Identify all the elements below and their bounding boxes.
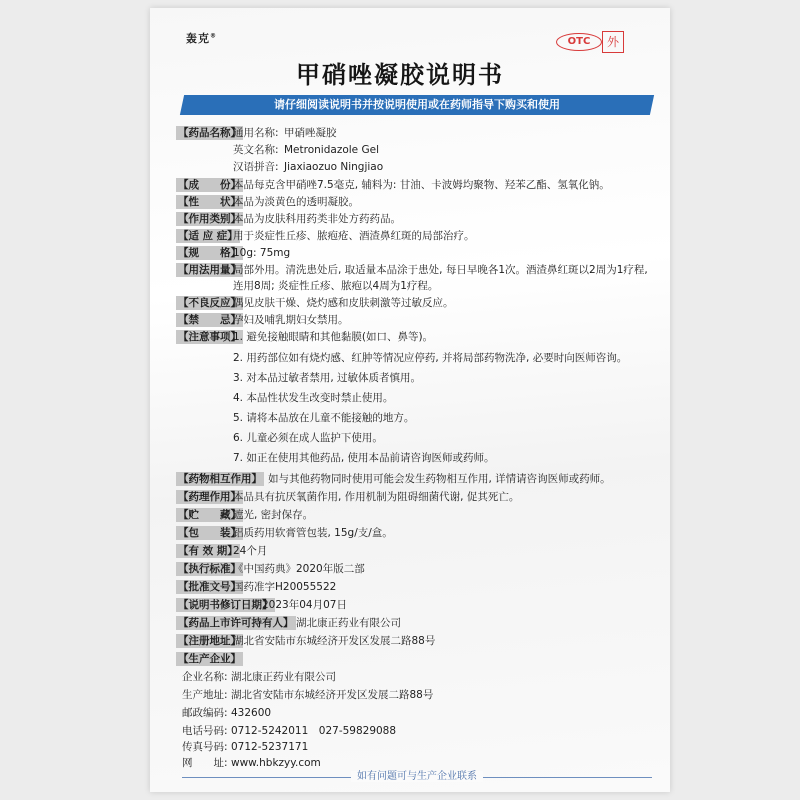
manufacturer-field [0,668,800,686]
section-label: 【包 装】 [178,527,241,539]
manufacturer-field-value: 432600 [231,707,272,719]
section-label: 【适 应 症】 [178,230,238,242]
section-value: 本品为皮肤科用药类非处方药药品。 [233,213,401,225]
section-value: 遮光, 密封保存。 [233,509,314,521]
section-label: 【禁 忌】 [178,314,241,326]
generic-name-value: 甲硝唑凝胶 [284,127,337,139]
section-value: 如与其他药物同时使用可能会发生药物相互作用, 详情请咨询医师或药师。 [268,473,611,485]
drug-name-label: 【药品名称】 [178,127,241,139]
section-label: 【执行标准】 [178,563,241,575]
section-value: 铝质药用软膏管包装, 15g/支/盒。 [233,527,393,539]
section-value: 24个月 [233,545,268,557]
section-row [0,193,800,211]
otc-label: OTC [556,33,602,51]
manufacturer-field-value: www.hbkzyy.com [231,757,321,769]
section-value: 湖北康正药业有限公司 [296,617,401,629]
precautions-row [0,328,800,346]
section-label: 【性 状】 [178,196,241,208]
brand-logo [186,30,217,46]
section-value: 用于炎症性丘疹、脓疱疮、酒渣鼻红斑的局部治疗。 [233,230,475,242]
manufacturer-field-label: 邮政编码: [182,707,228,719]
section-label: 【药品上市许可持有人】 [178,617,294,629]
precaution-row [0,349,800,367]
manufacturer-field-value: 0712-5242011 027-59829088 [231,725,397,737]
manufacturer-field-label: 生产地址: [182,689,228,701]
section-row [0,210,800,228]
manufacturer-field-label: 企业名称: [182,671,228,683]
drug-name-row [0,124,800,142]
pinyin-name-row [0,158,800,176]
english-name-value: Metronidazole Gel [284,144,379,156]
precaution-row [0,449,800,467]
section-row [0,614,800,632]
section-row [0,542,800,560]
footer-text-wrap [182,770,652,784]
registered-mark: ® [210,32,217,40]
section-row [0,470,800,488]
section-row [0,294,800,312]
external-use-label: 外 [602,31,624,53]
precaution-item: 4. 本品性状发生改变时禁止使用。 [233,392,394,404]
manufacturer-field [0,704,800,722]
precaution-item: 3. 对本品过敏者禁用, 过敏体质者慎用。 [233,372,422,384]
section-value: 偶见皮肤干燥、烧灼感和皮肤刺激等过敏反应。 [233,297,454,309]
precaution-item: 1. 避免接触眼睛和其他黏膜(如口、鼻等)。 [233,331,434,343]
manufacturer-field-value: 湖北省安陆市东城经济开发区发展二路88号 [231,689,434,701]
section-label: 【说明书修订日期】 [178,599,273,611]
manufacturer-row [0,650,800,668]
manufacturer-field-label: 传真号码: [182,741,228,753]
page-title: 甲硝唑凝胶说明书 [296,61,504,89]
footer-text: 如有问题可与生产企业联系 [351,771,483,782]
section-label: 【有 效 期】 [178,545,238,557]
precaution-row [0,389,800,407]
precaution-row [0,409,800,427]
brand-name: 轰克 [186,32,210,45]
generic-name-label: 通用名称: [233,127,279,139]
section-label: 【作用类别】 [178,213,241,225]
precaution-item: 2. 用药部位如有烧灼感、红肿等情况应停药, 并将局部药物洗净, 必要时向医师咨询。 [233,352,628,364]
section-label: 【批准文号】 [178,581,241,593]
manufacturer-label: 【生产企业】 [178,653,241,665]
section-row [0,176,800,194]
otc-badge [556,31,636,53]
pinyin-name-label: 汉语拼音: [233,161,279,173]
section-value: 本品具有抗厌氧菌作用, 作用机制为阻碍细菌代谢, 促其死亡。 [233,491,520,503]
section-row [0,596,800,614]
section-label: 【注册地址】 [178,635,241,647]
section-row [0,560,800,578]
section-row [0,524,800,542]
section-row [0,488,800,506]
section-label: 【不良反应】 [178,297,241,309]
section-value: 《中国药典》2020年版二部 [233,563,365,575]
section-label: 【规 格】 [178,247,241,259]
section-row [0,227,800,245]
precaution-row [0,369,800,387]
section-value: 本品为淡黄色的透明凝胶。 [233,196,359,208]
section-label: 【药理作用】 [178,491,241,503]
manufacturer-field [0,754,800,772]
precautions-label: 【注意事项】 [178,331,241,343]
section-row [0,578,800,596]
instruction-banner [180,95,654,115]
english-name-row [0,141,800,159]
section-row [0,311,800,329]
precaution-item: 7. 如正在使用其他药品, 使用本品前请咨询医师或药师。 [233,452,495,464]
section-row [0,506,800,524]
banner-text: 请仔细阅读说明书并按说明使用或在药师指导下购买和使用 [274,98,560,111]
manufacturer-field-label: 电话号码: [182,725,228,737]
english-name-label: 英文名称: [233,144,279,156]
manufacturer-field [0,686,800,704]
section-value: 10g: 75mg [233,247,291,259]
section-label: 【药物相互作用】 [178,473,262,485]
section-label: 【成 份】 [178,179,241,191]
section-label: 【贮 藏】 [178,509,241,521]
section-label: 【用法用量】 [178,264,241,276]
section-row [0,632,800,650]
section-value-continued: 连用8周; 炎症性丘疹、脓疱以4周为1疗程。 [233,280,439,292]
section-row-continued [0,277,800,295]
section-value: 孕妇及哺乳期妇女禁用。 [233,314,349,326]
section-value: 本品每克含甲硝唑7.5毫克, 辅料为: 甘油、卡波姆均聚物、羟苯乙酯、氢氧化钠。 [233,179,610,191]
manufacturer-field-value: 湖北康正药业有限公司 [231,671,336,683]
manufacturer-field-value: 0712-5237171 [231,741,309,753]
section-value: 2023年04月07日 [262,599,347,611]
precaution-row [0,429,800,447]
section-value: 国药准字H20055522 [233,581,337,593]
section-value: 湖北省安陆市东城经济开发区发展二路88号 [233,635,436,647]
precaution-item: 5. 请将本品放在儿童不能接触的地方。 [233,412,415,424]
manufacturer-field-label: 网 址: [182,757,228,769]
section-value: 局部外用。清洗患处后, 取适量本品涂于患处, 每日早晚各1次。酒渣鼻红斑以2周为1疗程, [233,264,648,276]
precaution-item: 6. 儿童必须在成人监护下使用。 [233,432,383,444]
pinyin-name-value: Jiaxiaozuo Ningjiao [284,161,384,173]
section-row [0,244,800,262]
footer-contact [182,770,652,784]
